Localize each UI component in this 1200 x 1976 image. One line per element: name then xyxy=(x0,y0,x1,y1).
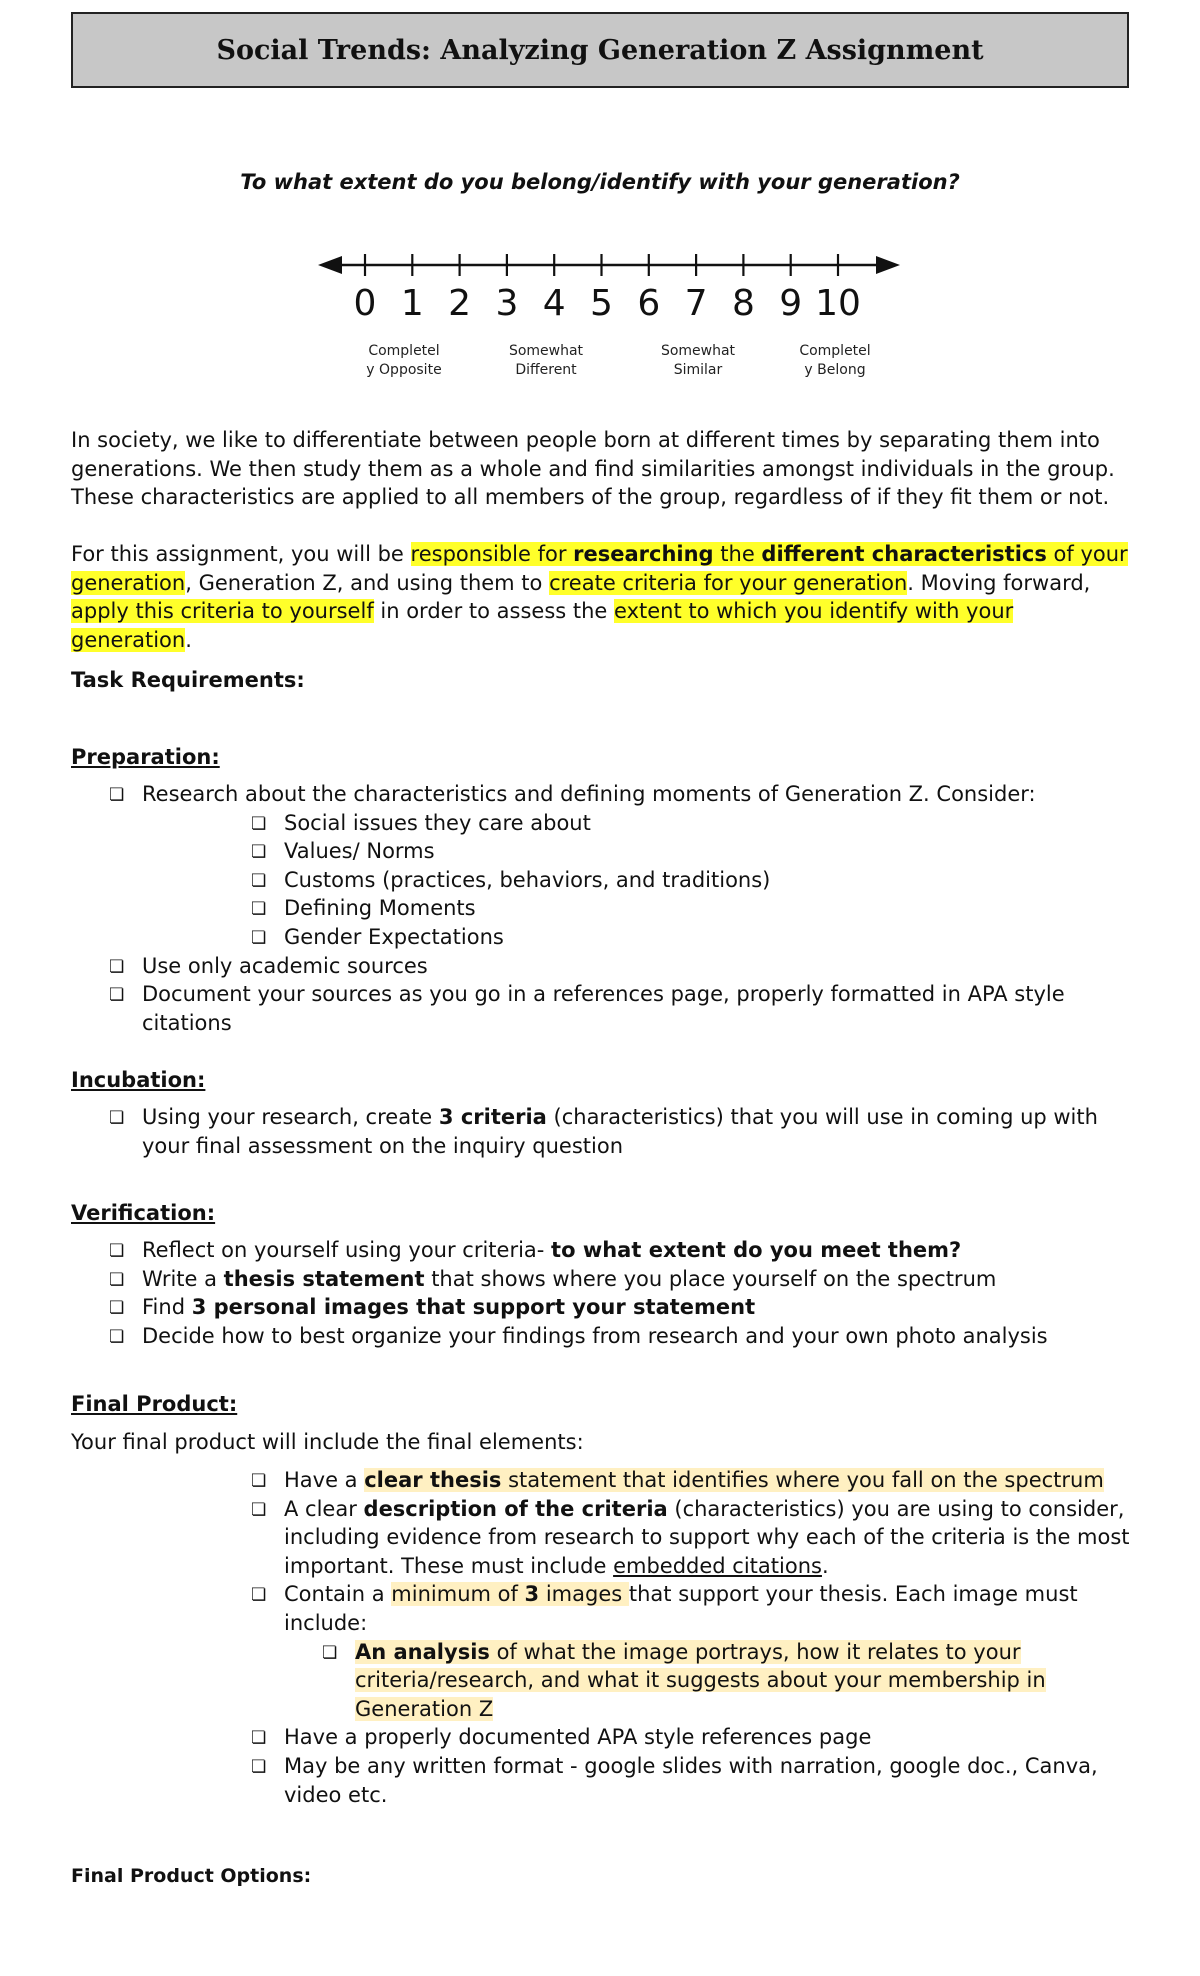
scale-tick-label: 1 xyxy=(400,283,424,324)
preparation-heading: Preparation: xyxy=(71,745,220,769)
list-item: ❏ Have a clear thesis statement that identifies where you fall on the spectrum xyxy=(251,1468,1104,1492)
list-item: ❏ An analysis of what the image portrays, how it relates to your criteria/research, and what it suggests about your membership in Generation Z xyxy=(322,1639,1046,1721)
scale-tick-label: 3 xyxy=(495,283,519,324)
checkbox-icon: ❏ xyxy=(251,1499,267,1520)
incubation-list xyxy=(71,1103,1131,1160)
list-item: ❏ Find 3 personal images that support your statement xyxy=(109,1295,756,1320)
checkbox-icon: ❏ xyxy=(109,1108,125,1128)
inquiry-question: To what extent do you belong/identify with your generation? xyxy=(240,170,960,194)
list-item: ❏ Customs (practices, behaviors, and traditions) xyxy=(251,867,771,892)
list-item: ❏ Defining Moments xyxy=(251,896,476,921)
scale-tick-label: 2 xyxy=(448,283,472,324)
checkbox-icon: ❏ xyxy=(251,1756,267,1777)
checkbox-icon: ❏ xyxy=(109,1241,125,1261)
incubation-heading: Incubation: xyxy=(71,1068,206,1092)
scale-label-similar: Somewhat Similar xyxy=(660,343,736,378)
task-requirements-heading: Task Requirements: xyxy=(71,668,305,692)
assignment-paragraph: For this assignment, you will be responsible for researching the different characteristics of your generation, Generation Z, and using them to create criteria for your generation. Moving forward, apply this criteria to yourself in order to assess the extent to which you identify with your generation. xyxy=(71,542,1128,652)
checkbox-icon: ❏ xyxy=(251,1728,267,1749)
list-item: ❏ Contain a minimum of 3 images that support your thesis. Each image must include: xyxy=(251,1582,1078,1635)
scale-tick-label: 7 xyxy=(684,283,708,324)
scale-tick-label: 9 xyxy=(779,283,803,324)
list-item: ❏ Reflect on yourself using your criteria- to what extent do you meet them? xyxy=(109,1238,962,1262)
document-title: Social Trends: Analyzing Generation Z Assignment xyxy=(216,34,984,66)
list-item: ❏ Social issues they care about xyxy=(251,810,591,835)
scale-tick-label: 6 xyxy=(637,283,661,324)
checkbox-icon: ❏ xyxy=(251,1585,267,1606)
preparation-sublist xyxy=(71,809,1131,952)
checkbox-icon: ❏ xyxy=(251,927,267,948)
list-item: ❏ Values/ Norms xyxy=(251,839,435,864)
list-item: ❏ Document your sources as you go in a references page, properly formatted in APA style citations xyxy=(109,982,1065,1035)
final-product-list xyxy=(71,1466,1131,1809)
right-arrow-icon xyxy=(876,256,900,274)
final-product-heading: Final Product: xyxy=(71,1392,238,1416)
checkbox-icon: ❏ xyxy=(109,1269,125,1290)
title-banner xyxy=(71,12,1129,88)
checkbox-icon: ❏ xyxy=(251,842,267,863)
final-product-options-heading: Final Product Options: xyxy=(71,1865,312,1887)
list-item: ❏ Use only academic sources xyxy=(109,953,428,978)
checkbox-icon: ❏ xyxy=(251,1471,267,1491)
list-item: ❏ Using your research, create 3 criteria (characteristics) that you will use in coming up with your final assessment on the inquiry question xyxy=(109,1105,1098,1158)
list-item: ❏ Research about the characteristics and defining moments of Generation Z. Consider: xyxy=(109,782,1036,806)
list-item: ❏ Write a thesis statement that shows where you place yourself on the spectrum xyxy=(109,1266,997,1291)
scale-tick-label: 5 xyxy=(590,283,613,324)
checkbox-icon: ❏ xyxy=(251,899,267,920)
scale-tick-label: 10 xyxy=(815,283,861,324)
list-item: ❏ A clear description of the criteria (characteristics) you are using to consider, including evidence from research to support why each of the criteria is the most important. These must include embedded citations. xyxy=(251,1496,1130,1578)
intro-paragraph: In society, we like to differentiate between people born at different times by separating them into generations. We then study them as a whole and find similarities amongst individuals in the group. These characteristics are applied to all members of the group, regardless of if they fit them or not. xyxy=(71,428,1115,510)
checkbox-icon: ❏ xyxy=(251,870,267,891)
verification-heading: Verification: xyxy=(71,1201,216,1225)
scale-tick-label: 0 xyxy=(353,283,377,324)
list-item: ❏ Have a properly documented APA style references page xyxy=(251,1725,872,1750)
scale-label-different: Somewhat Different xyxy=(508,343,584,378)
checkbox-icon: ❏ xyxy=(109,956,125,977)
checkbox-icon: ❏ xyxy=(251,813,267,834)
checkbox-icon: ❏ xyxy=(109,1326,125,1347)
list-item: ❏ Decide how to best organize your findings from research and your own photo analysis xyxy=(109,1323,1048,1348)
scale-tick-label: 4 xyxy=(542,283,566,324)
scale-tick-label: 8 xyxy=(731,283,755,324)
checkbox-icon: ❏ xyxy=(109,1298,125,1319)
preparation-list xyxy=(71,780,1131,1037)
verification-list xyxy=(71,1236,1131,1350)
scale-label-belong: Completel y Belong xyxy=(799,343,871,378)
checkbox-icon: ❏ xyxy=(109,785,125,805)
checkbox-icon: ❏ xyxy=(322,1642,338,1663)
checkbox-icon: ❏ xyxy=(109,985,125,1006)
list-item: ❏ May be any written format - google slides with narration, google doc., Canva, video etc. xyxy=(251,1753,1098,1807)
list-item: ❏ Gender Expectations xyxy=(251,924,504,949)
scale-label-opposite: Completel y Opposite xyxy=(366,343,442,378)
left-arrow-icon xyxy=(318,256,342,274)
number-line-axis xyxy=(318,256,900,274)
final-product-intro: Your final product will include the final elements: xyxy=(71,1430,584,1454)
